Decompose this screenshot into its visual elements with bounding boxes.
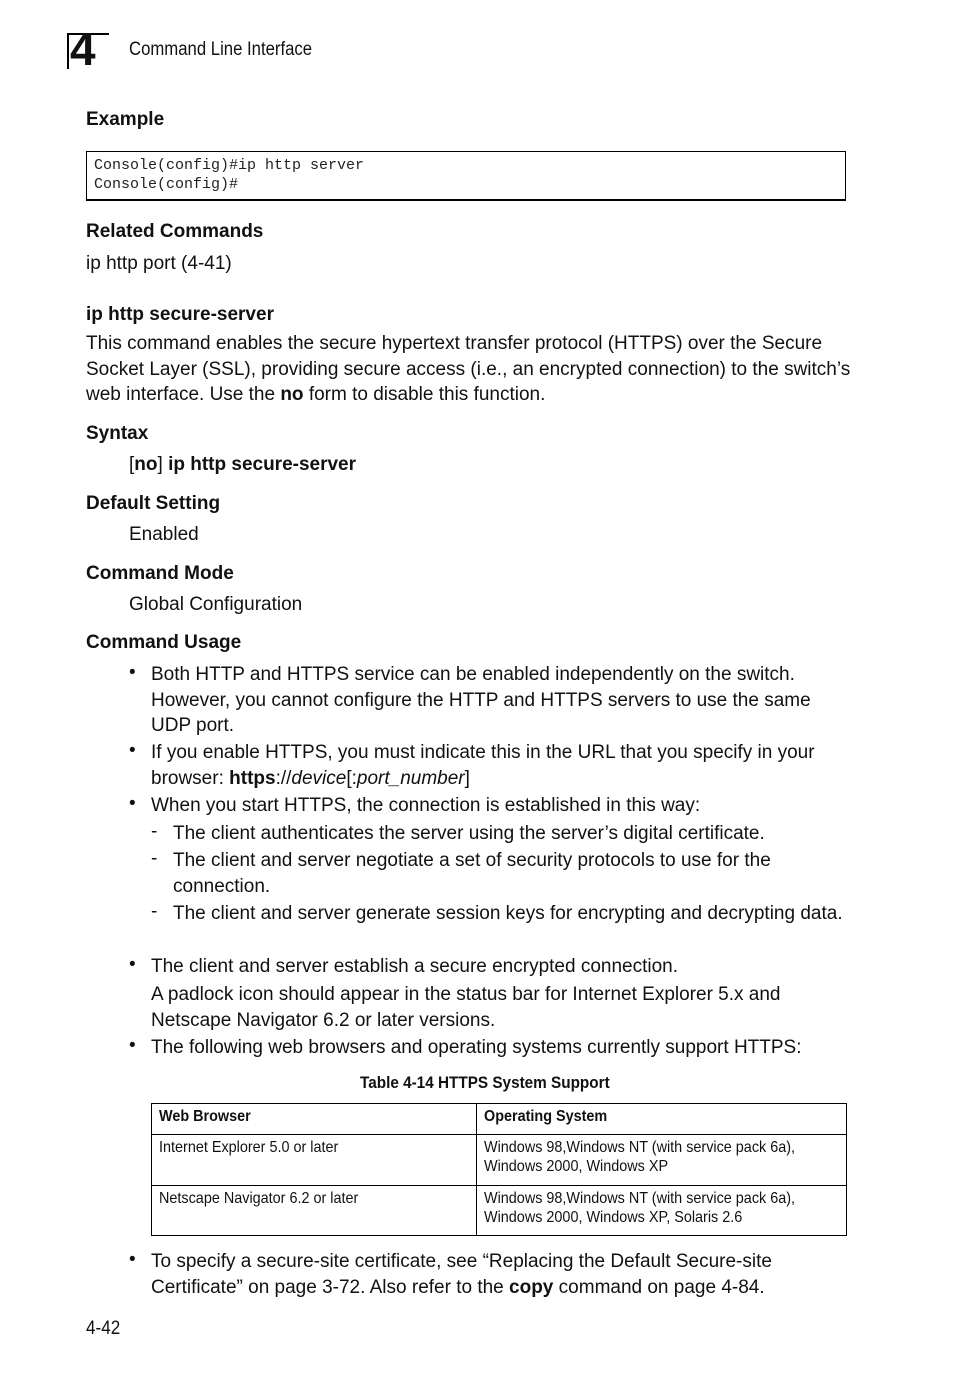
default-setting-heading: Default Setting: [86, 493, 221, 514]
command-title: ip http secure-server: [86, 304, 274, 325]
table-cell: Netscape Navigator 6.2 or later: [152, 1186, 477, 1236]
command-mode-heading: Command Mode: [86, 563, 234, 584]
https-support-table: [151, 1103, 847, 1236]
dash-icon: -: [151, 848, 158, 869]
example-heading: Example: [86, 109, 165, 130]
related-command-link: ip http port (4-41): [86, 253, 232, 274]
usage-subitem: The client authenticates the server using the server’s digital certificate.: [173, 823, 765, 844]
table-header-cell: Operating System: [477, 1104, 847, 1135]
bullet-icon: •: [129, 740, 136, 761]
bullet-icon: •: [129, 1249, 136, 1270]
table-header-row: [152, 1104, 847, 1135]
bullet-icon: •: [129, 1035, 136, 1056]
dash-icon: -: [151, 821, 158, 842]
bullet-icon: •: [129, 662, 136, 683]
table-row: [152, 1135, 847, 1186]
usage-item: The client and server establish a secure encrypted connection.: [151, 956, 679, 977]
table-cell: Windows 98,Windows NT (with service pack 6a), Windows 2000, Windows XP, Solaris 2.6: [477, 1186, 847, 1236]
code-line: Console(config)#: [94, 176, 239, 193]
command-mode-value: Global Configuration: [129, 594, 303, 615]
command-description: This command enables the secure hypertext transfer protocol (HTTPS) over the Secure Socket Layer (SSL), providing secure access (i.e., an encrypted connection) to the switch’s web interface. Use the no form to disable this function.: [86, 333, 851, 405]
default-setting-value: Enabled: [129, 524, 199, 545]
usage-item: If you enable HTTPS, you must indicate this in the URL that you specify in your browser: https://device[:port_number]: [151, 742, 815, 789]
usage-item: The following web browsers and operating systems currently support HTTPS:: [151, 1037, 802, 1058]
usage-item: Both HTTP and HTTPS service can be enabled independently on the switch. However, you cannot configure the HTTP and HTTPS servers to use the same UDP port.: [151, 664, 811, 736]
chapter-number: 4: [70, 23, 95, 75]
bullet-icon: •: [129, 954, 136, 975]
table-row: [152, 1186, 847, 1236]
dash-icon: -: [151, 901, 158, 922]
usage-item: To specify a secure-site certificate, see “Replacing the Default Secure-site Certificate” on page 3-72. Also refer to the copy command on page 4-84.: [151, 1251, 772, 1298]
code-line: Console(config)#ip http server: [94, 157, 365, 174]
page-number: 4-42: [86, 1318, 121, 1339]
usage-item: When you start HTTPS, the connection is established in this way:: [151, 795, 701, 816]
table-header-cell: Web Browser: [152, 1104, 477, 1135]
related-commands-heading: Related Commands: [86, 221, 264, 242]
command-usage-heading: Command Usage: [86, 632, 242, 653]
usage-subitem: The client and server generate session keys for encrypting and decrypting data.: [173, 903, 843, 924]
table-caption: Table 4-14 HTTPS System Support: [360, 1073, 610, 1092]
bullet-icon: •: [129, 793, 136, 814]
syntax-heading: Syntax: [86, 423, 149, 444]
usage-subitem: The client and server negotiate a set of security protocols to use for the connection.: [173, 850, 771, 897]
code-example: [86, 151, 846, 201]
table-cell: Windows 98,Windows NT (with service pack 6a), Windows 2000, Windows XP: [477, 1135, 847, 1186]
running-title: Command Line Interface: [129, 39, 313, 60]
table-cell: Internet Explorer 5.0 or later: [152, 1135, 477, 1186]
usage-note: A padlock icon should appear in the status bar for Internet Explorer 5.x and Netscape Navigator 6.2 or later versions.: [151, 984, 781, 1031]
syntax-line: [no] ip http secure-server: [129, 454, 357, 475]
